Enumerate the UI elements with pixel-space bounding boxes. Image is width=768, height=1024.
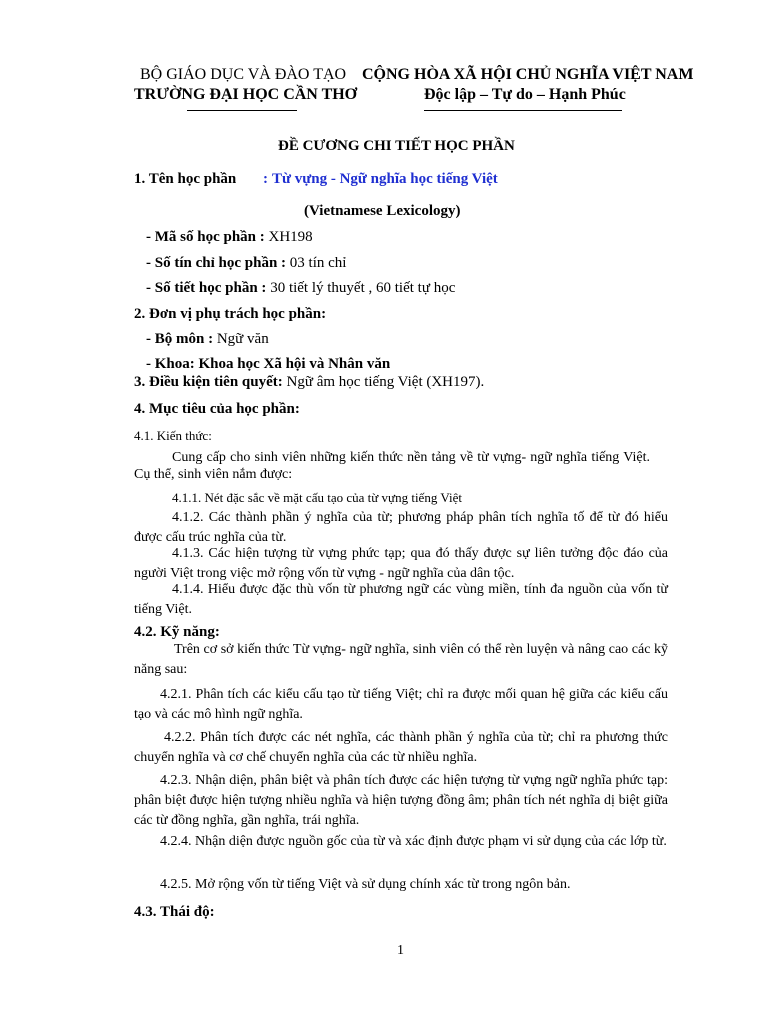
course-english-name: (Vietnamese Lexicology) — [304, 203, 461, 219]
knowledge-intro: Cung cấp cho sinh viên những kiến thức nền tảng về từ vựng- ngữ nghĩa tiếng Việt. Cụ thể, sinh viên nắm được: — [134, 450, 650, 482]
skills-item-2: 4.2.2. Phân tích được các nét nghĩa, các thành phần ý nghĩa của từ; chỉ ra phương thức chuyển nghĩa và cơ chế chuyển nghĩa của các từ nhiều nghĩa. — [134, 730, 668, 765]
prerequisite-value: Ngữ âm học tiếng Việt (XH197). — [286, 374, 485, 390]
skills-item-4: 4.2.4. Nhận diện được nguồn gốc của từ và xác định được phạm vi sử dụng của các lớp từ. — [160, 834, 667, 849]
credits-label: - Số tín chỉ học phần : — [146, 255, 287, 271]
university-name: TRƯỜNG ĐẠI HỌC CẦN THƠ — [134, 86, 358, 103]
ministry-name: BỘ GIÁO DỤC VÀ ĐÀO TẠO — [140, 66, 347, 83]
periods-row — [146, 280, 455, 297]
section3-label: 3. Điều kiện tiên quyết: — [134, 374, 283, 390]
course-code-label: - Mã số học phần : — [146, 229, 265, 245]
credits-row — [146, 255, 346, 272]
page-number: 1 — [397, 943, 404, 958]
department-row — [146, 331, 269, 348]
knowledge-item-1: 4.1.1. Nét đặc sắc về mặt cấu tạo của từ vựng tiếng Việt — [172, 490, 462, 505]
header-left-underline — [187, 110, 297, 111]
skills-intro: Trên cơ sở kiến thức Từ vựng- ngữ nghĩa, sinh viên có thể rèn luyện và nâng cao các kỹ năng sau: — [134, 642, 668, 677]
skills-item-1: 4.2.1. Phân tích các kiểu cấu tạo từ tiếng Việt; chỉ ra được mối quan hệ giữa các kiểu cấu tạo và các mô hình ngữ nghĩa. — [134, 687, 668, 722]
skills-heading: 4.2. Kỹ năng: — [134, 624, 220, 640]
national-motto: Độc lập – Tự do – Hạnh Phúc — [424, 86, 626, 103]
knowledge-item-2: 4.1.2. Các thành phần ý nghĩa của từ; phương pháp phân tích nghĩa tố để từ đó hiểu được cấu trúc nghĩa của từ. — [134, 510, 668, 545]
course-code-value: XH198 — [268, 229, 313, 245]
national-title: CỘNG HÒA XÃ HỘI CHỦ NGHĨA VIỆT NAM — [362, 66, 694, 83]
document-title: ĐỀ CƯƠNG CHI TIẾT HỌC PHẦN — [278, 138, 515, 154]
knowledge-item-4: 4.1.4. Hiểu được đặc thù vốn từ phương ngữ các vùng miền, tính đa nguồn của vốn từ tiếng Việt. — [134, 582, 668, 617]
department-label: - Bộ môn : — [146, 331, 214, 347]
periods-value: 30 tiết lý thuyết , 60 tiết tự học — [270, 280, 456, 296]
section1-label: 1. Tên học phần — [134, 171, 237, 187]
prerequisite-row — [134, 374, 484, 391]
knowledge-item-3: 4.1.3. Các hiện tượng từ vựng phức tạp; qua đó thấy được sự liên tưởng độc đáo của người Việt trong việc mở rộng vốn từ vựng - ngữ nghĩa của dân tộc. — [134, 546, 668, 581]
faculty-row: - Khoa: Khoa học Xã hội và Nhân văn — [146, 356, 391, 372]
course-code-row — [146, 229, 313, 246]
department-value: Ngữ văn — [216, 331, 269, 347]
periods-label: - Số tiết học phần : — [146, 280, 267, 296]
section4-label: 4. Mục tiêu của học phần: — [134, 401, 300, 417]
skills-item-5: 4.2.5. Mở rộng vốn từ tiếng Việt và sử dụng chính xác từ trong ngôn bản. — [160, 877, 571, 892]
section1-colon: : — [263, 171, 268, 187]
attitude-heading: 4.3. Thái độ: — [134, 904, 215, 920]
section2-label: 2. Đơn vị phụ trách học phần: — [134, 306, 327, 322]
header-right-underline — [424, 110, 622, 111]
skills-item-3: 4.2.3. Nhận diện, phân biệt và phân tích được các hiện tượng từ vựng ngữ nghĩa phức tạp: phân biệt được hiện tượng nhiều nghĩa và hiện tượng đồng âm; phân tích nét nghĩa dị biệt giữa các từ đồng nghĩa, gần nghĩa, trái nghĩa. — [134, 773, 668, 828]
course-name: Từ vựng - Ngữ nghĩa học tiếng Việt — [272, 171, 498, 187]
knowledge-heading: 4.1. Kiến thức: — [134, 428, 212, 443]
credits-value: 03 tín chỉ — [289, 255, 347, 271]
